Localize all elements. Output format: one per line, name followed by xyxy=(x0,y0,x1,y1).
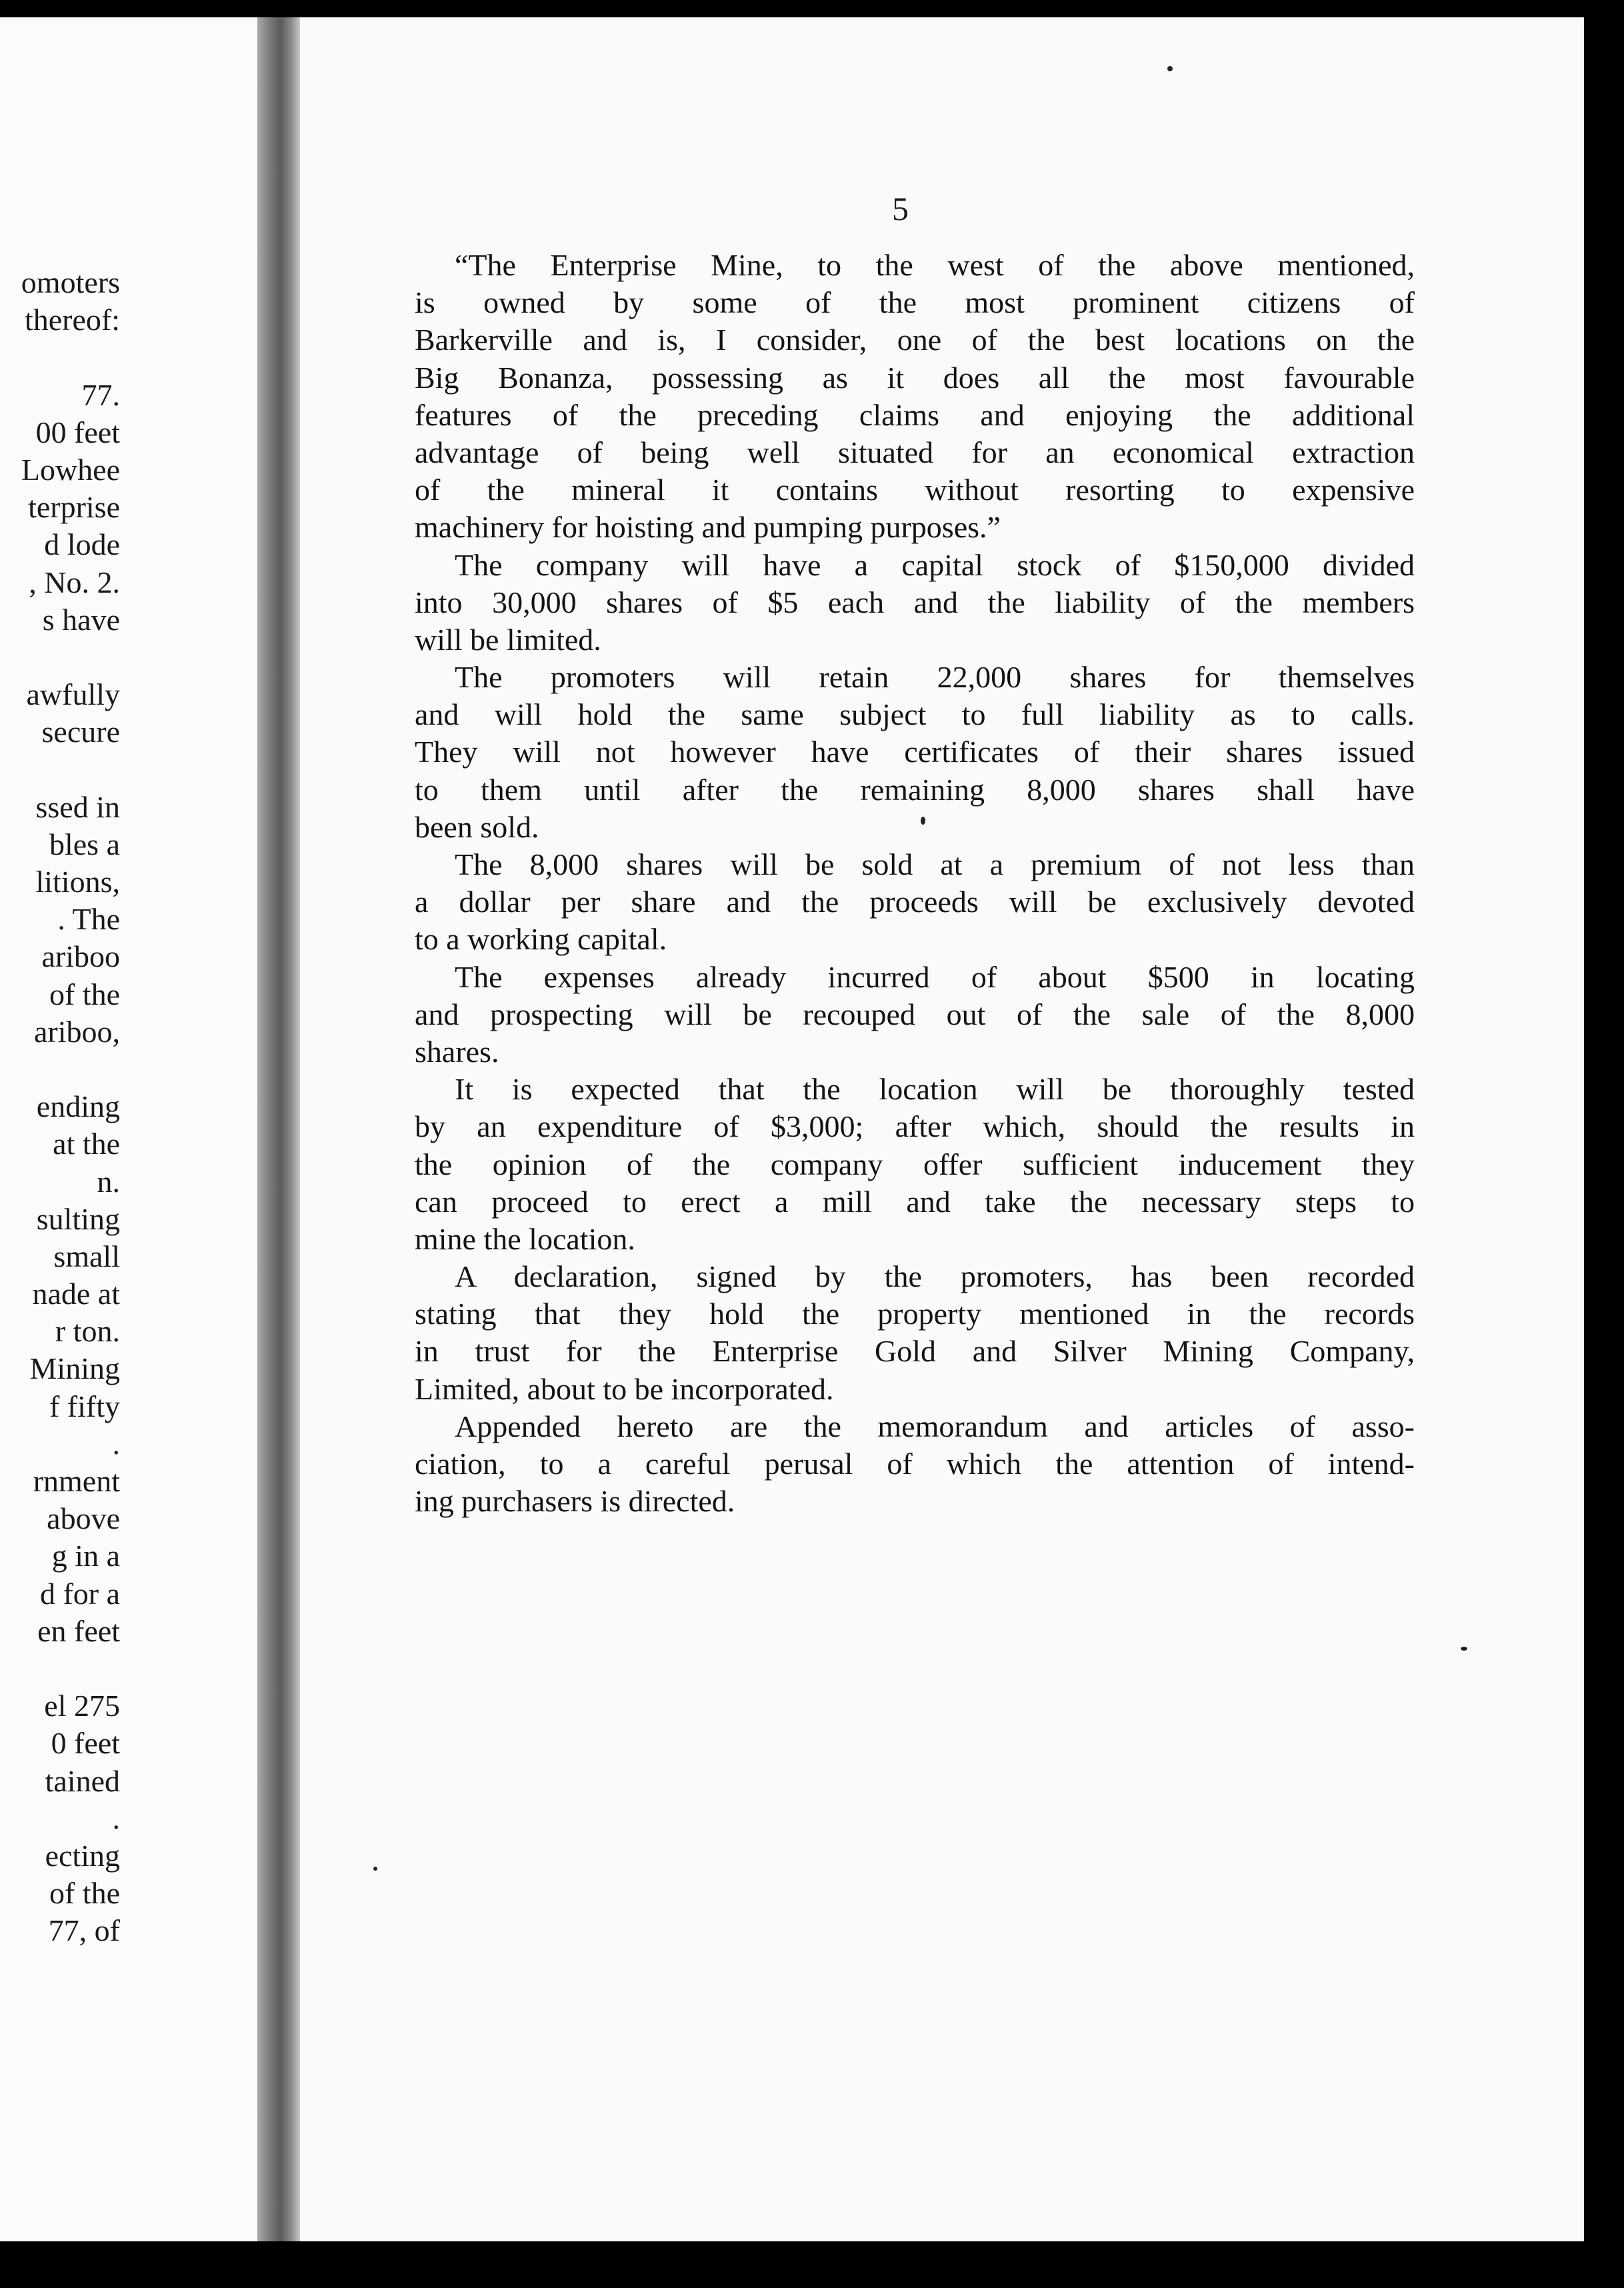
left-page-fragment: f fifty xyxy=(49,1389,120,1423)
text-line: advantage of being well situated for an economical extraction xyxy=(415,435,1415,469)
left-page-fragment: of the xyxy=(49,977,120,1011)
text-line: and prospecting will be recouped out of the sale of the 8,000 xyxy=(415,997,1415,1031)
left-page-fragment: . xyxy=(112,1801,120,1835)
left-page-fragment: d for a xyxy=(39,1576,120,1611)
left-page-fragment xyxy=(0,1051,120,1088)
left-page-fragment: r ton. xyxy=(55,1314,120,1349)
text-line: the opinion of the company offer sufficient inducement they xyxy=(415,1147,1415,1181)
text-line: “The Enterprise Mine, to the west of the above mentioned, xyxy=(455,248,1415,282)
text-line: A declaration, signed by the promoters, has been recorded xyxy=(455,1259,1415,1294)
left-page-fragment xyxy=(0,339,120,376)
left-page-fragment: at the xyxy=(53,1127,120,1161)
left-page-fragment xyxy=(0,1650,120,1687)
left-page-fragment: d lode xyxy=(44,527,120,562)
scan-speck xyxy=(1167,66,1173,71)
left-page-fragment: Mining xyxy=(29,1351,120,1386)
text-line: shares. xyxy=(415,1034,499,1069)
left-page-fragment: n. xyxy=(97,1164,120,1199)
left-page-fragment: bles a xyxy=(49,827,120,861)
scan-speck xyxy=(373,1867,377,1871)
left-page-fragment: ariboo xyxy=(41,939,120,974)
left-page-fragment: nade at xyxy=(32,1277,120,1311)
text-line: been sold. xyxy=(415,809,539,844)
text-line: in trust for the Enterprise Gold and Silver Mining Company, xyxy=(415,1334,1415,1369)
left-page-fragment: , No. 2. xyxy=(29,565,120,599)
text-line: to a working capital. xyxy=(415,922,667,957)
left-page-fragment: en feet xyxy=(37,1613,120,1648)
left-page-fragment: . The xyxy=(57,902,120,937)
text-line: ing purchasers is directed. xyxy=(415,1484,735,1519)
left-page-fragment: sulting xyxy=(36,1201,120,1236)
left-page-fragment xyxy=(0,751,120,788)
text-line: a dollar per share and the proceeds will be exclusively devoted xyxy=(415,885,1415,919)
left-page-fragment: ssed in xyxy=(35,789,120,824)
text-line: mine the location. xyxy=(415,1221,635,1256)
left-page-fragment: el 275 xyxy=(44,1689,120,1723)
scan-border-right xyxy=(1584,0,1624,2288)
text-line: They will not however have certificates of their shares issued xyxy=(415,735,1415,769)
text-line: Appended hereto are the memorandum and articles of asso- xyxy=(455,1409,1415,1443)
text-line: stating that they hold the property mentioned in the records xyxy=(415,1297,1415,1331)
left-page-fragment: small xyxy=(53,1239,120,1273)
left-page-fragment: 77, of xyxy=(48,1913,120,1948)
text-line: to them until after the remaining 8,000 shares shall have xyxy=(415,772,1415,807)
scan-border-top xyxy=(0,0,1624,17)
left-page-fragment: secure xyxy=(41,715,120,749)
text-line: The 8,000 shares will be sold at a premium of not less than xyxy=(455,847,1415,881)
text-line: The promoters will retain 22,000 shares for themselves xyxy=(455,660,1415,695)
left-page-fragment: . xyxy=(112,1426,120,1461)
text-line: will be limited. xyxy=(415,622,601,657)
body-text xyxy=(415,247,1415,1520)
left-page-fragment: Lowhee xyxy=(21,452,120,487)
left-page-fragment: ecting xyxy=(45,1838,120,1873)
scan-speck xyxy=(1461,1647,1467,1651)
left-page-fragment: above xyxy=(47,1501,120,1536)
text-line: Big Bonanza, possessing as it does all the most favourable xyxy=(415,360,1415,395)
left-page-fragment: tained xyxy=(45,1763,120,1798)
book-gutter xyxy=(257,17,300,2241)
left-facing-page xyxy=(0,17,257,2241)
text-line: machinery for hoisting and pumping purposes.” xyxy=(415,510,1001,545)
text-line: The company will have a capital stock of $150,000 divided xyxy=(455,547,1415,582)
left-page-fragment: of the xyxy=(49,1876,120,1911)
left-page-fragment: awfully xyxy=(26,677,120,712)
left-page-fragment: omoters xyxy=(21,265,120,299)
left-page-fragment: ariboo, xyxy=(33,1014,120,1049)
text-line: features of the preceding claims and enjoying the additional xyxy=(415,397,1415,432)
left-page-text-fragments xyxy=(0,264,120,1949)
text-line: of the mineral it contains without resorting to expensive xyxy=(415,473,1415,507)
left-page-fragment: 77. xyxy=(81,377,120,412)
left-page-fragment: 0 feet xyxy=(51,1726,120,1761)
left-page-fragment: s have xyxy=(42,602,120,637)
text-line: ciation, to a careful perusal of which the attention of intend- xyxy=(415,1447,1415,1481)
text-line: It is expected that the location will be thoroughly tested xyxy=(455,1072,1415,1107)
scan-speck xyxy=(921,817,925,825)
text-line: into 30,000 shares of $5 each and the liability of the members xyxy=(415,585,1415,619)
page-number: 5 xyxy=(892,190,909,227)
left-page-fragment: thereof: xyxy=(24,303,120,337)
text-line: can proceed to erect a mill and take the necessary steps to xyxy=(415,1184,1415,1219)
left-page-fragment: rnment xyxy=(33,1464,120,1498)
text-line: and will hold the same subject to full liability as to calls. xyxy=(415,697,1415,732)
text-line: The expenses already incurred of about $500 in locating xyxy=(455,959,1415,994)
left-page-fragment: g in a xyxy=(51,1539,120,1573)
left-page-fragment: litions, xyxy=(35,865,120,899)
text-line: Barkerville and is, I consider, one of the best locations on the xyxy=(415,323,1415,357)
left-page-fragment: ending xyxy=(36,1089,120,1124)
left-page-fragment: 00 feet xyxy=(35,415,120,449)
text-line: by an expenditure of $3,000; after which, should the results in xyxy=(415,1109,1415,1144)
left-page-fragment: terprise xyxy=(28,490,120,525)
left-page-fragment xyxy=(0,639,120,676)
text-line: Limited, about to be incorporated. xyxy=(415,1371,834,1406)
scan-border-bottom xyxy=(0,2241,1624,2288)
text-line: is owned by some of the most prominent citizens of xyxy=(415,285,1415,320)
